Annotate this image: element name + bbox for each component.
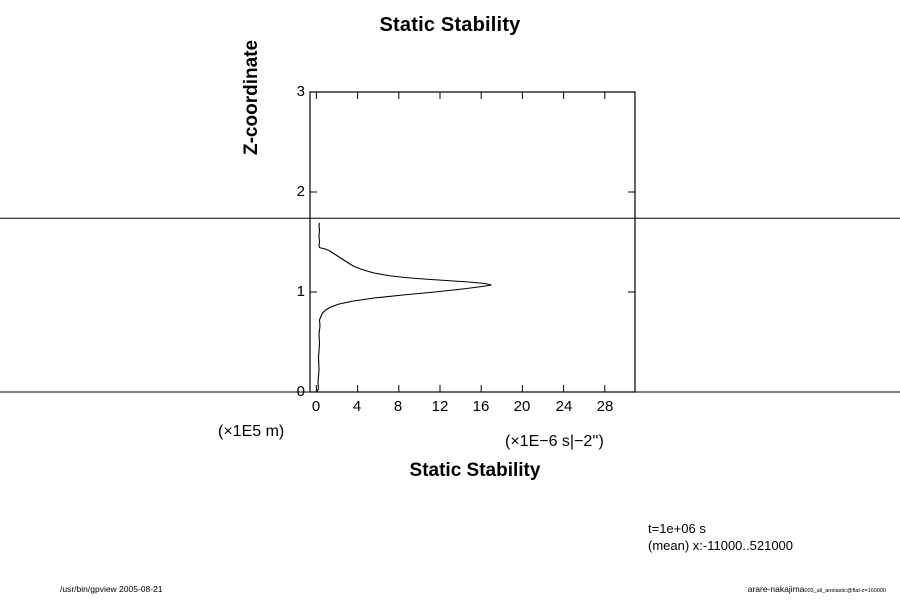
y-tick-label-0: 0 [296,383,305,400]
x-axis-label: Static Stability [409,460,541,481]
x-tick-label-2: 8 [393,398,403,415]
plot-frame [310,92,635,392]
page-title: Static Stability [379,14,521,36]
annotation-time: t=1e+06 s [648,521,706,536]
y-axis-label: Z-coordinate [241,39,262,155]
x-tick-label-1: 4 [352,398,362,415]
x-tick-label-0: 0 [311,398,321,415]
footer-right-text [748,584,886,594]
footer-right-sub: 003_all_anelastic@flat-z=160000 [804,588,886,594]
x-tick-label-4: 16 [472,398,490,415]
data-curve [316,223,491,392]
annotation-mean: (mean) x:-11000..521000 [648,538,794,553]
x-axis-ticks [316,92,604,392]
x-tick-label-3: 12 [431,398,449,415]
y-axis-unit: (×1E5 m) [218,423,285,440]
y-tick-label-2: 2 [296,183,305,200]
y-tick-label-3: 3 [296,83,305,100]
footer-left-text: /usr/bin/gpview 2005-08-21 [60,584,163,594]
x-tick-label-7: 28 [596,398,614,415]
y-axis-ticks [310,92,635,392]
x-tick-label-6: 24 [555,398,573,415]
x-axis-unit: (×1E−6 s|−2'') [505,433,604,450]
x-tick-label-5: 20 [513,398,531,415]
footer-right-main: arare-nakajima [747,584,805,594]
y-tick-label-1: 1 [296,283,305,300]
